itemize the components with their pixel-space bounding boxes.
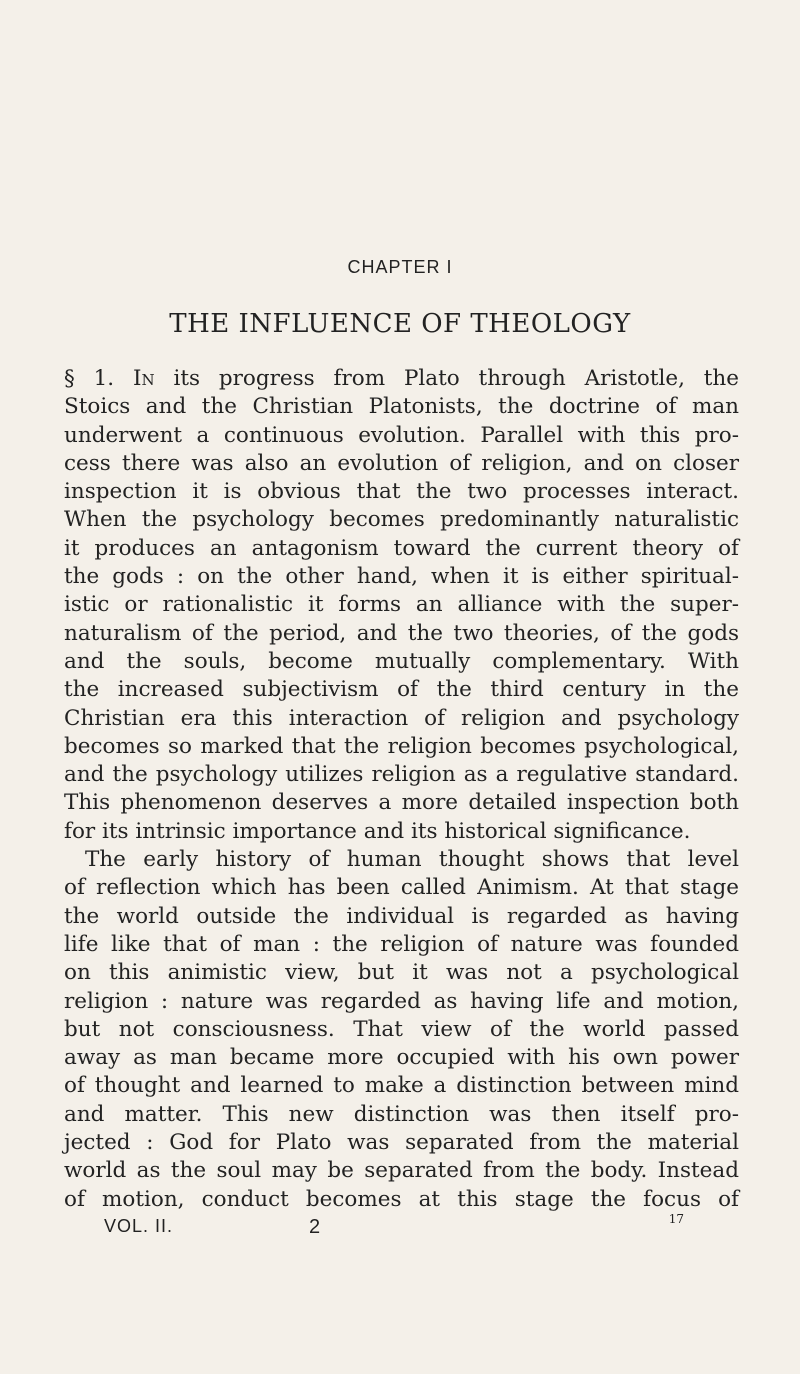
text-line: This phenomenon deserves a more detailed inspection both	[64, 790, 739, 816]
signature-mark: 2	[309, 1216, 321, 1238]
text-line: on this animistic view, but it was not a psychological	[64, 960, 739, 986]
text-line: underwent a continuous evolution. Parallel with this pro-	[64, 422, 739, 448]
section-mark: § 1.	[64, 366, 133, 391]
text-line: and the psychology utilizes religion as a regulative standard.	[64, 762, 739, 788]
text-line: the world outside the individual is regarded as having	[64, 903, 739, 929]
volume-label: VOL. II.	[104, 1216, 174, 1236]
text-line: of reflection which has been called Animism. At that stage	[64, 875, 739, 901]
text-line: but not consciousness. That view of the world passed	[64, 1016, 739, 1042]
text-line: Stoics and the Christian Platonists, the doctrine of man	[64, 394, 739, 420]
text-line: The early history of human thought shows that level	[85, 847, 739, 873]
chapter-title: THE INFLUENCE OF THEOLOGY	[169, 309, 631, 339]
page-footer	[104, 1212, 684, 1242]
text-line: of thought and learned to make a distinction between mind	[64, 1073, 739, 1099]
body-text	[64, 365, 739, 1214]
text-line: and the souls, become mutually complementary. With	[64, 648, 739, 674]
text-line: it produces an antagonism toward the current theory of	[64, 535, 739, 561]
text-line: cess there was also an evolution of religion, and on closer	[64, 450, 739, 476]
text-line: jected : God for Plato was separated from the material	[64, 1130, 739, 1156]
text-line: world as the soul may be separated from the body. Instead	[64, 1158, 739, 1184]
text-line: becomes so marked that the religion becomes psychological,	[64, 733, 739, 759]
text-line: for its intrinsic importance and its historical significance.	[64, 818, 691, 844]
chapter-label: CHAPTER I	[347, 257, 453, 277]
opening-word: In	[132, 366, 155, 391]
text-line	[64, 365, 739, 393]
text-line: the gods : on the other hand, when it is either spiritual-	[64, 564, 739, 590]
text-line: inspection it is obvious that the two processes interact.	[64, 479, 739, 505]
text-line: religion : nature was regarded as having life and motion,	[64, 988, 739, 1014]
text-line: istic or rationalistic it forms an alliance with the super-	[64, 592, 739, 618]
text-line: the increased subjectivism of the third century in the	[64, 677, 739, 703]
text-line: and matter. This new distinction was then itself pro-	[64, 1101, 739, 1127]
text-line: Christian era this interaction of religion and psychology	[64, 705, 739, 731]
text-line: naturalism of the period, and the two theories, of the gods	[64, 620, 739, 646]
text-line: away as man became more occupied with his own power	[64, 1045, 739, 1071]
page-number: 17	[668, 1212, 684, 1226]
text-line: of motion, conduct becomes at this stage the focus of	[64, 1186, 739, 1212]
line-text: its progress from Plato through Aristotle, the	[154, 366, 740, 391]
text-line: life like that of man : the religion of nature was founded	[64, 931, 739, 957]
text-line: When the psychology becomes predominantly naturalistic	[64, 507, 739, 533]
